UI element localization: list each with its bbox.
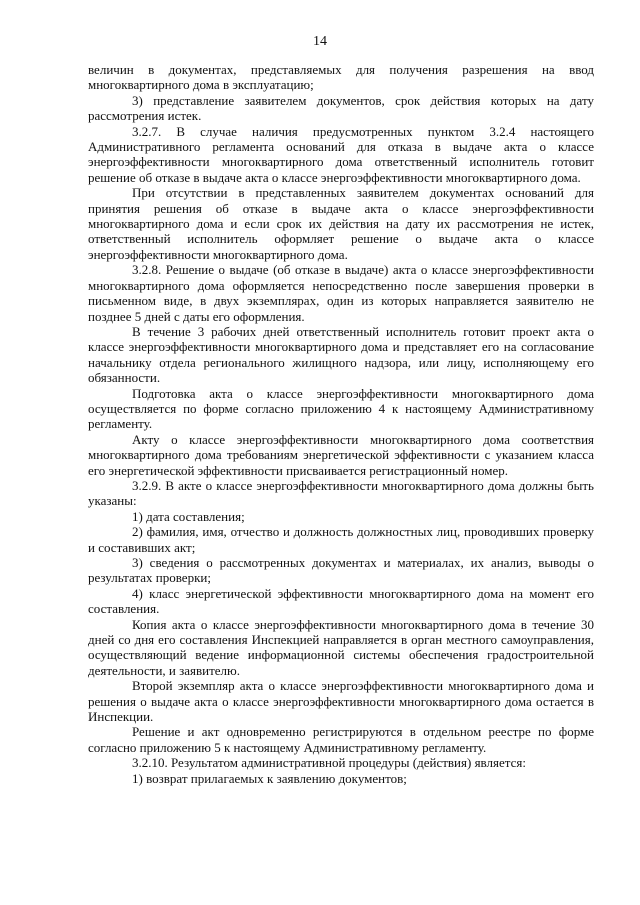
document-body bbox=[88, 62, 594, 786]
paragraph-registration-number: Акту о классе энергоэффективности многоквартирного дома соответствия многоквартирного дома требованиям энергетической эффективности с указанием класса его энергетической эффективности присваивается регистрационный номер. bbox=[88, 431, 594, 478]
paragraph-act-preparation: Подготовка акта о классе энергоэффективности многоквартирного дома осуществляется по форме согласно приложению 4 к настоящему Административному регламенту. bbox=[88, 385, 594, 432]
paragraph-3-2-7: 3.2.7. В случае наличия предусмотренных пунктом 3.2.4 настоящего Административного регламента оснований для отказа в выдаче акта о классе энергоэффективности многоквартирного дома ответственный исполнитель готовит решение об отказе в выдаче акта о классе энергоэффективности многоквартирного дома. bbox=[88, 123, 594, 185]
paragraph-3-2-10: 3.2.10. Результатом административной процедуры (действия) является: bbox=[132, 755, 526, 771]
paragraph-registry: Решение и акт одновременно регистрируются в отдельном реестре по форме согласно приложению 5 к настоящему Административному регламенту. bbox=[88, 724, 594, 755]
list-item-officials: 2) фамилия, имя, отчество и должность должностных лиц, проводивших проверку и составивших акт; bbox=[88, 524, 594, 555]
paragraph-3-2-8: 3.2.8. Решение о выдаче (об отказе в выдаче) акта о классе энергоэффективности многоквартирного дома оформляется непосредственно после завершения проверки в письменном виде, в двух экземплярах, один из которых направляется заявителю не позднее 5 дней с даты его оформления. bbox=[88, 262, 594, 324]
list-item-energy-class: 4) класс энергетической эффективности многоквартирного дома на момент его составления. bbox=[88, 585, 594, 617]
page-number: 14 bbox=[313, 34, 327, 49]
paragraph-3-2-9: 3.2.9. В акте о классе энергоэффективности многоквартирного дома должны быть указаны: bbox=[88, 477, 594, 509]
list-item-return-documents: 1) возврат прилагаемых к заявлению документов; bbox=[132, 770, 407, 786]
list-item-documents-review: 3) сведения о рассмотренных документах и материалах, их анализ, выводы о результатах проверки; bbox=[88, 555, 594, 586]
paragraph-three-working-days: В течение 3 рабочих дней ответственный исполнитель готовит проект акта о классе энергоэффективности многоквартирного дома и представляет его на согласование начальнику отдела регионального жилищного надзора, или лицу, исполняющему его обязанности. bbox=[88, 323, 594, 386]
paragraph-absence-of-grounds: При отсутствии в представленных заявителем документах оснований для принятия решения об отказе в выдаче акта о классе энергоэффективности многоквартирного дома и если срок их действия на дату их рассмотрения не истек, ответственный исполнитель оформляет решение о выдаче акта о классе энергоэффективности многоквартирного дома. bbox=[88, 185, 594, 262]
paragraph-continuation: величин в документах, представляемых для получения разрешения на ввод многоквартирного дома в эксплуатацию; bbox=[88, 62, 594, 93]
paragraph-second-copy: Второй экземпляр акта о классе энергоэффективности многоквартирного дома и решения о выдаче акта о классе энергоэффективности многоквартирного дома остается в Инспекции. bbox=[88, 678, 594, 725]
list-item-date: 1) дата составления; bbox=[132, 508, 245, 524]
paragraph-act-copy: Копия акта о классе энергоэффективности многоквартирного дома в течение 30 дней со дня его составления Инспекцией направляется в орган местного самоуправления, осуществляющий ведение информационной системы обеспечения градостроительной деятельности, и заявителю. bbox=[88, 616, 594, 678]
paragraph-item-3: 3) представление заявителем документов, срок действия которых на дату рассмотрения истек. bbox=[88, 92, 594, 124]
